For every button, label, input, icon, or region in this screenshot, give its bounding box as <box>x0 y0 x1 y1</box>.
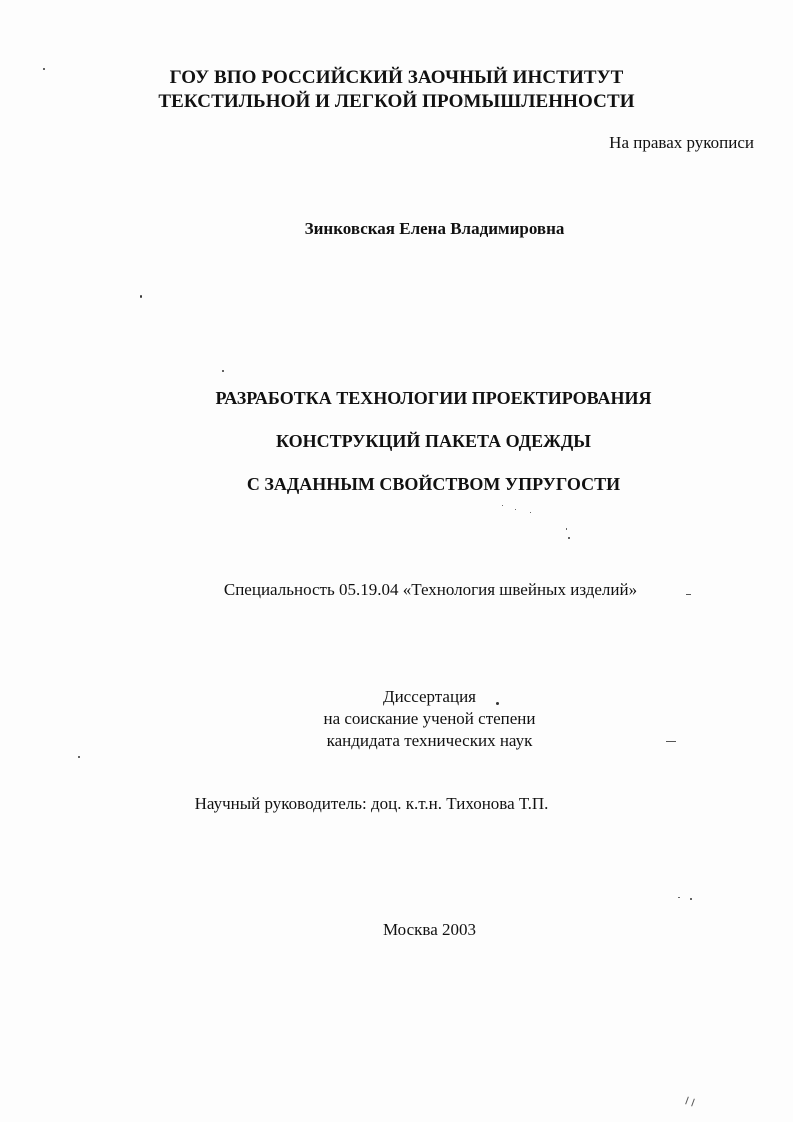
place-year: Москва 2003 <box>382 920 477 939</box>
scan-speck <box>496 702 499 705</box>
scan-speck <box>502 505 503 506</box>
scan-mark <box>691 1099 695 1107</box>
scan-speck <box>566 528 567 530</box>
scan-speck <box>690 898 692 900</box>
institution-line-1: ГОУ ВПО РОССИЙСКИЙ ЗАОЧНЫЙ ИНСТИТУТ <box>169 67 624 88</box>
work-type-line-3: кандидата технических наук <box>326 731 533 750</box>
scan-speck <box>530 512 531 513</box>
scan-speck <box>78 756 80 758</box>
scan-speck <box>515 509 516 510</box>
scan-speck <box>140 295 142 298</box>
scan-speck <box>222 370 224 372</box>
scan-speck <box>678 897 680 898</box>
title-line-3: С ЗАДАННЫМ СВОЙСТВОМ УПРУГОСТИ <box>246 474 621 494</box>
scan-mark <box>685 1097 689 1105</box>
rights-note: На правах рукописи <box>609 133 754 152</box>
author-name: Зинковская Елена Владимировна <box>304 219 565 238</box>
institution-line-2: ТЕКСТИЛЬНОЙ И ЛЕГКОЙ ПРОМЫШЛЕННОСТИ <box>158 91 635 112</box>
scan-speck <box>568 537 570 539</box>
work-type-line-2: на соискание ученой степени <box>323 709 536 728</box>
scan-mark <box>686 594 691 595</box>
title-line-1: РАЗРАБОТКА ТЕХНОЛОГИИ ПРОЕКТИРОВАНИЯ <box>215 388 652 408</box>
scan-speck <box>43 68 45 70</box>
title-line-2: КОНСТРУКЦИЙ ПАКЕТА ОДЕЖДЫ <box>276 431 591 451</box>
supervisor: Научный руководитель: доц. к.т.н. Тихонова Т.П. <box>194 794 549 813</box>
scan-mark <box>666 741 676 742</box>
specialty: Специальность 05.19.04 «Технология швейных изделий» <box>223 580 638 599</box>
work-type-line-1: Диссертация <box>382 687 476 706</box>
